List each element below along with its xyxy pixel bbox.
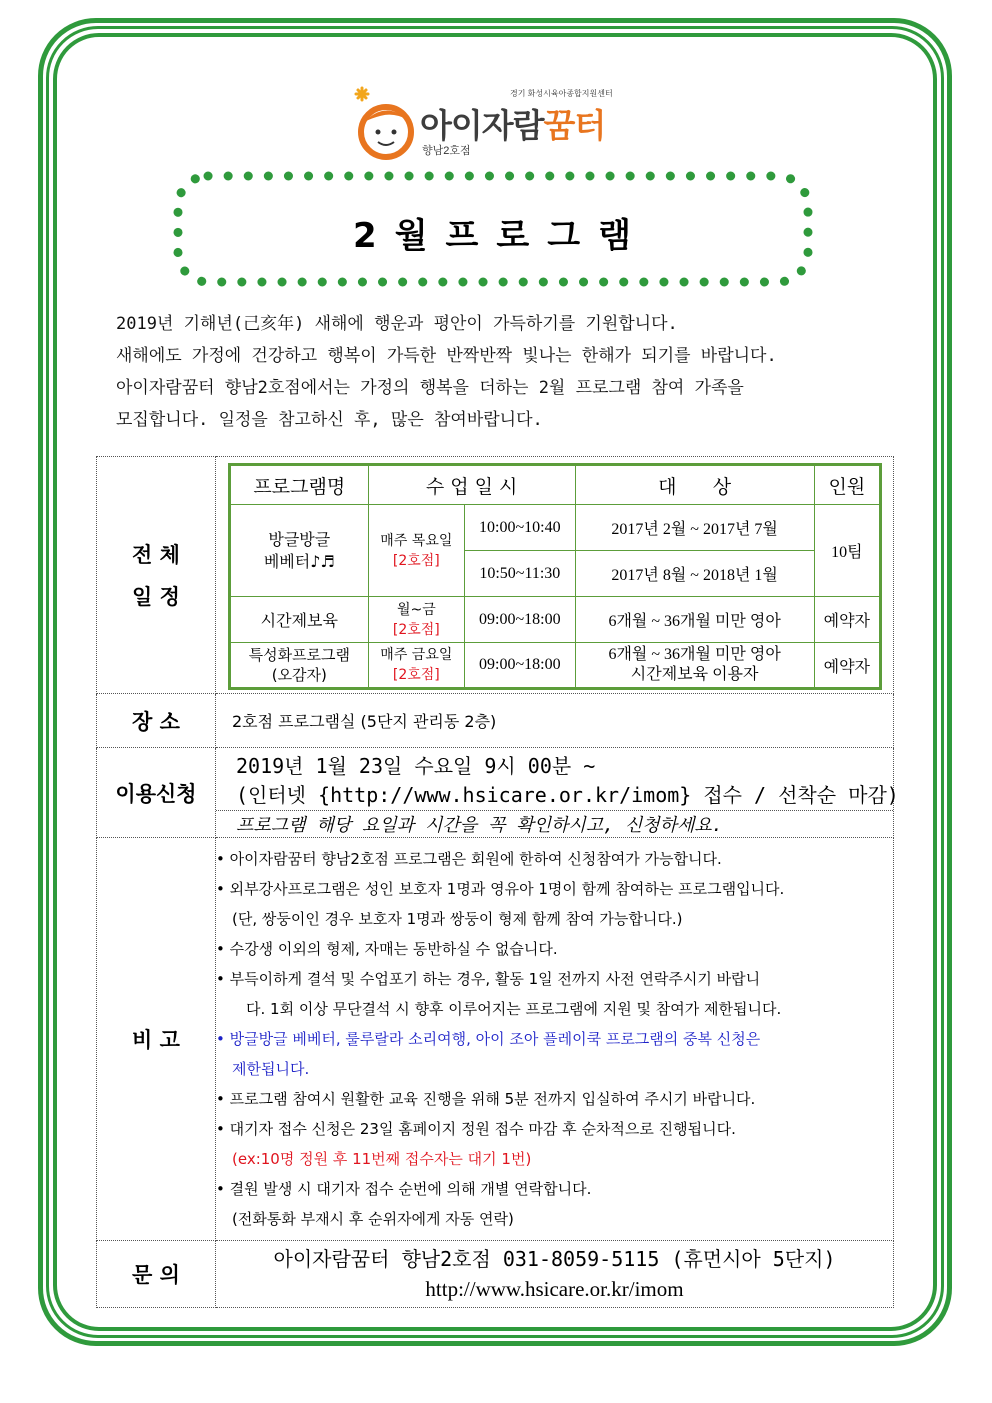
- remarks-row: [97, 838, 894, 1241]
- program3-day-text: 매주 금요일: [380, 647, 453, 663]
- logo-branch: 향남2호점: [422, 145, 471, 157]
- program1-target2: 2017년 8월 ~ 2018년 1월: [575, 551, 814, 597]
- col-header-target: 대 상: [575, 465, 814, 505]
- program1-day-text: 매주 목요일: [380, 532, 453, 549]
- title-box: [172, 170, 814, 288]
- intro-line: 모집합니다. 일정을 참고하신 후, 많은 참여바랍니다.: [116, 410, 543, 430]
- contact-phone: 아이자람꿈터 향남2호점 031-8059-5115 (휴먼시아 5단지): [273, 1247, 836, 1271]
- remark-item-cont: 제한됩니다.: [232, 1060, 310, 1078]
- program1-target1: 2017년 2월 ~ 2017년 7월: [575, 505, 814, 551]
- remark-text: 프로그램 참여시 원활한 교육 진행을 위해 5분 전까지 입실하여 주시기 바랍니다.: [229, 1090, 756, 1108]
- program2-name: 시간제보육: [230, 597, 369, 643]
- apply-method: (인터넷 {http://www.hsicare.or.kr/imom} 접수 / 선착순 마감): [236, 783, 899, 807]
- col-header-time: 수 업 일 시: [368, 465, 575, 505]
- intro-line: 2019년 기해년(己亥年) 새해에 행운과 평안이 가득하기를 기원합니다.: [116, 314, 678, 334]
- col-header-program: 프로그램명: [230, 465, 369, 505]
- contact-row: [97, 1241, 894, 1308]
- logo-wordmark: [420, 100, 605, 147]
- program3-name-line: 특성화프로그램: [248, 646, 351, 664]
- place-value: 2호점 프로그램실 (5단지 관리동 2층): [216, 694, 894, 748]
- col-header-capacity: 인원: [814, 465, 880, 505]
- place-label: 장 소: [97, 694, 216, 748]
- schedule-row-program1a: [230, 505, 881, 551]
- bullet: •: [216, 880, 225, 898]
- program1-capacity: 10팀: [814, 505, 880, 597]
- title-char: 로: [496, 216, 532, 256]
- program3-target-line: 시간제보육 이용자: [630, 666, 759, 683]
- program3-day: [368, 643, 464, 689]
- page-title: [172, 208, 814, 257]
- brand-logo: [350, 82, 650, 162]
- schedule-row-program2: [230, 597, 881, 643]
- bullet: •: [216, 970, 225, 988]
- remark-item: [216, 1114, 893, 1144]
- schedule-header-row: [230, 465, 881, 505]
- remark-text: 외부강사프로그램은 성인 보호자 1명과 영유아 1명이 함께 참여하는 프로그램입니다.: [229, 880, 785, 898]
- program2-target: 6개월 ~ 36개월 미만 영아: [575, 597, 814, 643]
- bullet: •: [216, 850, 225, 868]
- remarks-label: 비 고: [97, 838, 216, 1241]
- schedule-table: [228, 463, 882, 690]
- schedule-label: [97, 457, 216, 694]
- program1-name-line: 방글방글: [268, 529, 331, 549]
- apply-date: 2019년 1월 23일 수요일 9시 00분 ~: [236, 754, 596, 778]
- bullet: •: [216, 1090, 225, 1108]
- remark-item: [216, 874, 893, 904]
- remark-text: 수강생 이외의 형제, 자매는 동반하실 수 없습니다.: [229, 940, 558, 958]
- program2-capacity: 예약자: [814, 597, 880, 643]
- program2-day: [368, 597, 464, 643]
- remark-text: 결원 발생 시 대기자 접수 순번에 의해 개별 연락합니다.: [229, 1180, 592, 1198]
- remark-text: 대기자 접수 신청은 23일 홈페이지 정원 접수 마감 후 순차적으로 진행됩니다.: [229, 1120, 736, 1138]
- bullet: •: [216, 1180, 225, 1198]
- info-table: [96, 456, 899, 1308]
- remark-text: 방글방글 베베터, 룰루랄라 소리여행, 아이 조아 플레이쿡 프로그램의 중복 신청은: [229, 1030, 761, 1048]
- bullet: •: [216, 940, 225, 958]
- title-char: 월: [394, 216, 430, 256]
- remark-item-cont: (전화통화 부재시 후 순위자에게 자동 연락): [232, 1210, 514, 1228]
- schedule-row-program3: [230, 643, 881, 689]
- remark-text: 아이자람꿈터 향남2호점 프로그램은 회원에 한하여 신청참여가 가능합니다.: [229, 850, 722, 868]
- apply-label: 이용신청: [97, 748, 216, 838]
- program3-day-note: [2호점]: [392, 667, 440, 683]
- program1-day-note: [2호점]: [392, 552, 440, 569]
- title-char: 2: [353, 216, 379, 256]
- program2-day-text: 월~금: [396, 601, 436, 618]
- contact-cell: [216, 1241, 894, 1308]
- intro-paragraph: [116, 308, 896, 436]
- schedule-row: [97, 457, 894, 694]
- program2-day-note: [2호점]: [392, 621, 440, 638]
- remark-item-cont: (ex:10명 정원 후 11번째 접수자는 대기 1번): [232, 1150, 532, 1168]
- program1-time1: 10:00~10:40: [465, 505, 576, 551]
- remark-item-cont: 다. 1회 이상 무단결석 시 향후 이루어지는 프로그램에 지원 및 참여가 제한됩니다.: [246, 1000, 782, 1018]
- program3-name-line: (오감자): [271, 666, 327, 684]
- title-char: 램: [598, 216, 633, 256]
- intro-line: 새해에도 가정에 건강하고 행복이 가득한 반짝반짝 빛나는 한해가 되기를 바랍니다.: [116, 346, 777, 366]
- remarks-list: [216, 838, 894, 1241]
- logo-name-part2: 꿈터: [543, 107, 606, 144]
- title-char: 프: [445, 216, 481, 256]
- contact-url: http://www.hsicare.or.kr/imom: [425, 1277, 684, 1301]
- program3-time: 09:00~18:00: [465, 643, 576, 689]
- remark-item: [216, 964, 893, 994]
- program3-capacity: 예약자: [814, 643, 880, 689]
- remark-item: [216, 844, 893, 874]
- apply-note: 프로그램 해당 요일과 시간을 꼭 확인하시고, 신청하세요.: [216, 810, 893, 837]
- intro-line: 아이자람꿈터 향남2호점에서는 가정의 행복을 더하는 2월 프로그램 참여 가족을: [116, 378, 744, 398]
- program1-name: [230, 505, 369, 597]
- remark-item-highlight: [216, 1024, 893, 1054]
- center-name: 경기 화성시육아종합지원센터: [510, 89, 613, 98]
- program3-target-line: 6개월 ~ 36개월 미만 영아: [608, 646, 781, 663]
- place-row: [97, 694, 894, 748]
- remark-item-cont: (단, 쌍둥이인 경우 보호자 1명과 쌍둥이 형제 함께 참여 가능합니다.): [232, 910, 683, 928]
- remark-text: 부득이하게 결석 및 수업포기 하는 경우, 활동 1일 전까지 사전 연락주시기 바랍니: [229, 970, 761, 988]
- apply-row: [97, 748, 894, 838]
- program1-name-line: 베베터♪♬: [263, 551, 335, 571]
- program1-day: [368, 505, 464, 597]
- remark-item: [216, 1084, 893, 1114]
- bullet: •: [216, 1120, 225, 1138]
- program2-time: 09:00~18:00: [465, 597, 576, 643]
- schedule-label-line: 전 체: [132, 543, 180, 567]
- remark-item: [216, 1174, 893, 1204]
- title-char: 그: [547, 216, 583, 256]
- program1-time2: 10:50~11:30: [465, 551, 576, 597]
- contact-label: 문 의: [97, 1241, 216, 1308]
- child-face-logo-icon: [350, 82, 420, 162]
- bullet: •: [216, 1030, 225, 1048]
- logo-name-part1: 아이자람: [420, 107, 544, 144]
- schedule-label-line: 일 정: [132, 585, 180, 609]
- apply-cell: [216, 748, 899, 838]
- program3-name: [230, 643, 369, 689]
- schedule-cell: [216, 457, 894, 694]
- remark-item: [216, 934, 893, 964]
- program3-target: [575, 643, 814, 689]
